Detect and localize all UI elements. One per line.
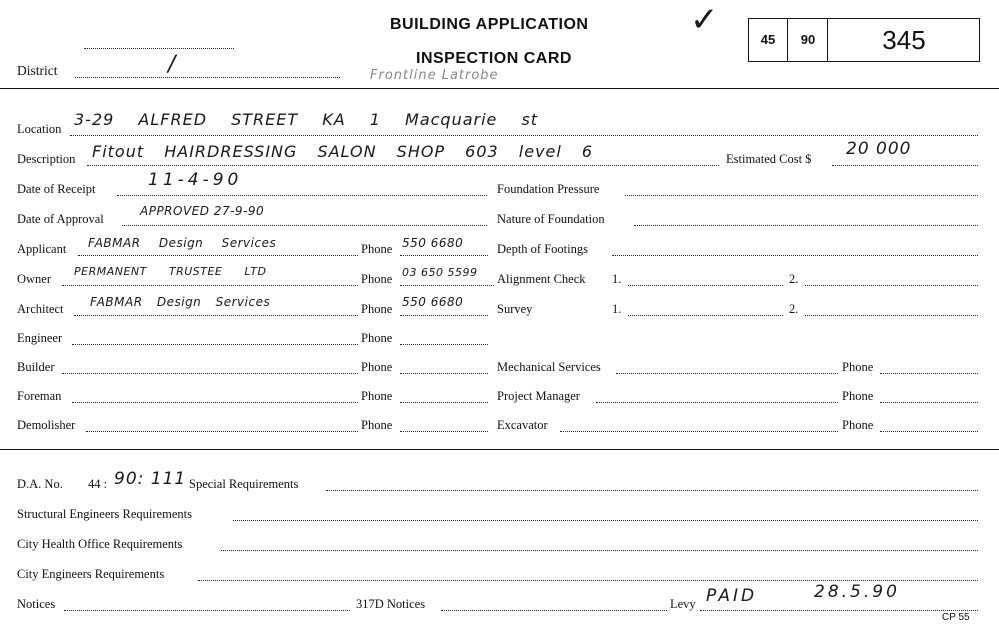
structural-label: Structural Engineers Requirements [17, 507, 192, 521]
317d-notices-dots [441, 610, 667, 611]
owner-phone-dots [400, 285, 494, 286]
project-manager-dots [596, 402, 838, 403]
description-value: Fitout HAIRDRESSING SALON SHOP 603 level 6 [92, 142, 594, 161]
engineer-dots [72, 344, 358, 345]
alignment-check-label: Alignment Check [497, 272, 586, 286]
card-no-dots [84, 48, 234, 49]
section-rule [0, 449, 999, 450]
checkmark-icon: ✓ [690, 0, 720, 40]
nature-of-foundation-label: Nature of Foundation [497, 212, 605, 226]
project-manager-phone-dots [880, 402, 978, 403]
owner-phone-label: Phone [361, 272, 393, 286]
builder-phone-label: Phone [361, 360, 393, 374]
alignment-check-2-label: 2. [789, 272, 799, 286]
engineer-label: Engineer [17, 331, 63, 345]
date-of-approval-value: APPROVED 27-9-90 [140, 204, 265, 218]
builder-label: Builder [17, 360, 55, 374]
survey-1-dots [628, 315, 783, 316]
city-engineers-label: City Engineers Requirements [17, 567, 165, 581]
applicant-phone-dots [400, 255, 488, 256]
applicant-phone-value: 550 6680 [402, 236, 464, 250]
mechanical-services-phone-label: Phone [842, 360, 874, 374]
project-manager-label: Project Manager [497, 389, 580, 403]
excavator-phone-dots [880, 431, 978, 432]
mechanical-services-phone-dots [880, 373, 978, 374]
alignment-check-2-dots [805, 285, 978, 286]
da-no-prefix: 44 : [88, 477, 108, 491]
demolisher-dots [86, 431, 358, 432]
317d-notices-label: 317D Notices [356, 597, 426, 611]
description-dots [87, 165, 719, 166]
applicant-phone-label: Phone [361, 242, 393, 256]
owner-dots [62, 285, 358, 286]
location-label: Location [17, 122, 62, 136]
header-rule [0, 88, 999, 89]
foreman-phone-dots [400, 402, 488, 403]
builder-phone-dots [400, 373, 488, 374]
city-health-dots [221, 550, 978, 551]
reference-box-3: 345 [882, 25, 926, 55]
estimated-cost-dots [832, 165, 978, 166]
levy-dots [700, 610, 978, 611]
special-requirements-dots [326, 490, 978, 491]
survey-label: Survey [497, 302, 533, 316]
excavator-phone-label: Phone [842, 418, 874, 432]
engineer-phone-label: Phone [361, 331, 393, 345]
nature-of-foundation-dots [634, 225, 978, 226]
district-dots [75, 77, 340, 78]
demolisher-label: Demolisher [17, 418, 76, 432]
owner-value: PERMANENT TRUSTEE LTD [74, 265, 267, 278]
reference-box-2: 90 [789, 19, 828, 61]
project-manager-phone-label: Phone [842, 389, 874, 403]
architect-label: Architect [17, 302, 64, 316]
excavator-label: Excavator [497, 418, 548, 432]
faint-note: Frontline Latrobe [370, 68, 499, 83]
survey-2-label: 2. [789, 302, 799, 316]
depth-of-footings-dots [612, 255, 978, 256]
foreman-label: Foreman [17, 389, 62, 403]
excavator-dots [560, 431, 838, 432]
notices-dots [64, 610, 350, 611]
title-line1: BUILDING APPLICATION [390, 16, 589, 33]
title-line2: INSPECTION CARD [416, 50, 572, 67]
survey-1-label: 1. [612, 302, 622, 316]
notices-label: Notices [17, 597, 56, 611]
levy-date: 28.5.90 [814, 582, 900, 602]
district-value: / [168, 52, 177, 77]
engineer-phone-dots [400, 344, 488, 345]
date-of-approval-label: Date of Approval [17, 212, 104, 226]
da-no-value: 90: 111 [114, 469, 187, 489]
alignment-check-1-label: 1. [612, 272, 622, 286]
district-label: District [17, 63, 58, 78]
date-of-receipt-dots [117, 195, 487, 196]
architect-dots [74, 315, 358, 316]
owner-label: Owner [17, 272, 52, 286]
applicant-label: Applicant [17, 242, 67, 256]
foreman-phone-label: Phone [361, 389, 393, 403]
estimated-cost-value: 20 000 [846, 139, 912, 159]
architect-phone-label: Phone [361, 302, 393, 316]
date-of-receipt-label: Date of Receipt [17, 182, 96, 196]
architect-phone-dots [400, 315, 488, 316]
mechanical-services-label: Mechanical Services [497, 360, 601, 374]
demolisher-phone-label: Phone [361, 418, 393, 432]
mechanical-services-dots [616, 373, 838, 374]
demolisher-phone-dots [400, 431, 488, 432]
applicant-value: FABMAR Design Services [88, 236, 277, 250]
levy-value: PAID [706, 586, 758, 606]
da-no-label: D.A. No. [17, 477, 63, 491]
date-of-approval-dots [122, 225, 487, 226]
date-of-receipt-value: 11-4-90 [148, 170, 243, 190]
description-label: Description [17, 152, 76, 166]
reference-box [748, 18, 980, 62]
survey-2-dots [805, 315, 978, 316]
foundation-pressure-dots [625, 195, 978, 196]
foreman-dots [72, 402, 358, 403]
applicant-dots [78, 255, 358, 256]
city-engineers-dots [198, 580, 978, 581]
owner-phone-value: 03 650 5599 [402, 266, 478, 279]
depth-of-footings-label: Depth of Footings [497, 242, 588, 256]
special-requirements-label: Special Requirements [189, 477, 299, 491]
builder-dots [62, 373, 358, 374]
alignment-check-1-dots [628, 285, 783, 286]
location-value: 3-29 ALFRED STREET KA 1 Macquarie st [74, 110, 539, 129]
form-code: CP 55 [942, 612, 970, 623]
architect-phone-value: 550 6680 [402, 295, 464, 309]
levy-label: Levy [670, 597, 696, 611]
reference-box-1: 45 [749, 19, 788, 61]
architect-value: FABMAR Design Services [90, 295, 271, 309]
estimated-cost-label: Estimated Cost $ [726, 152, 812, 166]
location-dots [70, 135, 978, 136]
structural-dots [233, 520, 978, 521]
city-health-label: City Health Office Requirements [17, 537, 183, 551]
foundation-pressure-label: Foundation Pressure [497, 182, 600, 196]
